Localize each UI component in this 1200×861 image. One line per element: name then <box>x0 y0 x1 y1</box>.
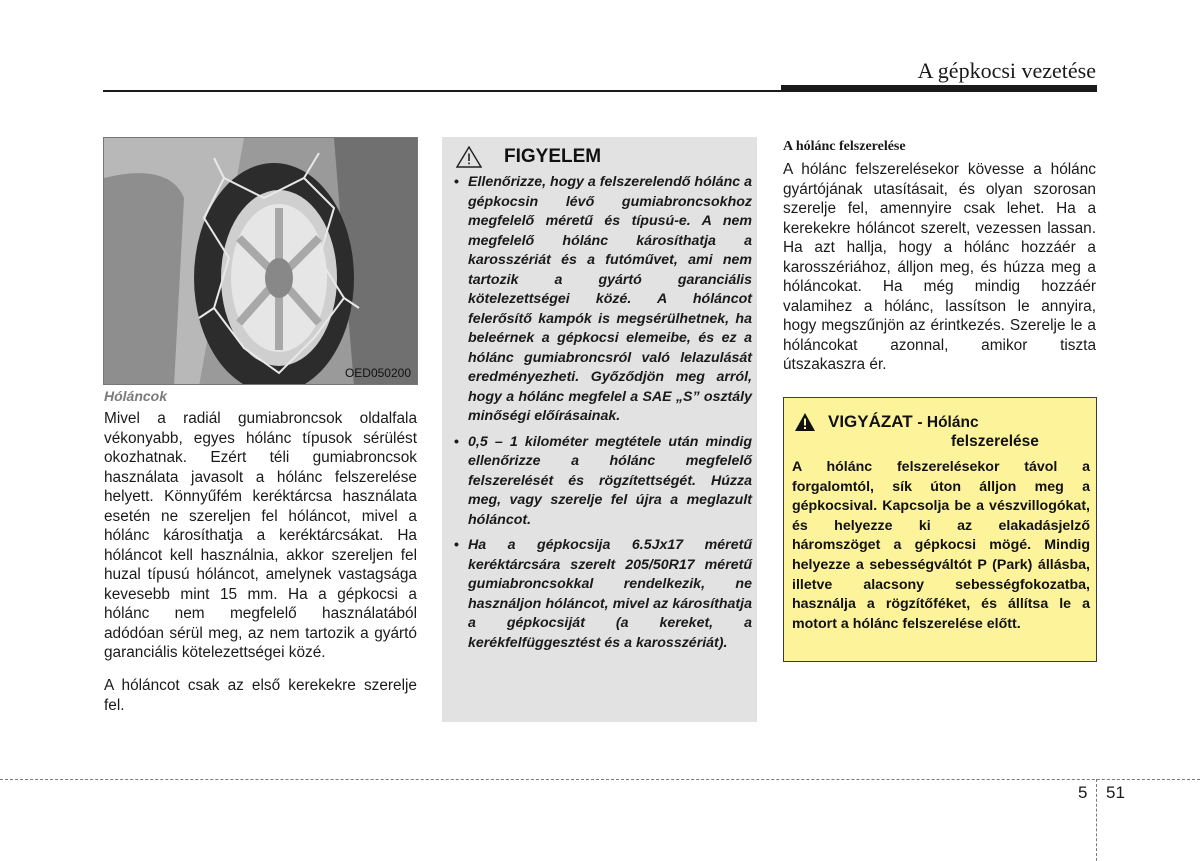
caution-title <box>828 411 979 434</box>
figure-caption: Hóláncok <box>104 388 168 404</box>
warning-list <box>452 173 752 659</box>
warning-item <box>452 536 752 653</box>
right-paragraph: A hólánc felszerelésekor kövesse a hólánc gyártójának utasításait, és olyan szorosan szerelje fel, amennyire csak lehet. Ha a kerekekre hóláncot szerelt, vezessen lassan. Ha azt hallja, hogy a hólánc hozzáér a karosszériához, álljon meg, és húzza meg a hóláncokat. Ha még mindig hozzáér valamihez a hólánc, lassítson le annyira, hogy megszűnjön az érintkezés. Szerelje le a hóláncokat azonnal, amikor tiszta útszakaszra ér. <box>783 161 1096 373</box>
warning-item-text: Ha a gépkocsija 6.5Jx17 méretű keréktárcsára szerelt 205/50R17 méretű gumiabroncsokkal rendelkezik, ne használjon hóláncot, mivel az károsíthatja a gépkocsiját (a kereket, a kerékfelfüggesztést és a karosszériát). <box>468 537 752 651</box>
page-number: 51 <box>1106 783 1125 802</box>
header-rule <box>103 90 783 92</box>
warning-triangle-icon <box>456 146 482 168</box>
warning-item <box>452 433 752 531</box>
wheel-illustration <box>104 138 418 385</box>
snow-chain-photo <box>103 137 418 385</box>
figure-code: OED050200 <box>344 366 411 380</box>
caution-text: A hólánc felszerelésekor távol a forgalomtól, sík úton álljon meg a gépkocsival. Kapcsolja be a vészvillogókat, és helyezze ki az elakadásjelző háromszöget a gépkocsi mögé. Mindig helyezze a sebességváltót P (Park) állásba, illetve alacsony sebességfokozatba, használja a rögzítőféket, és állítsa le a motort a hólánc felszerelése előtt. <box>792 459 1090 632</box>
left-paragraph-1: Mivel a radiál gumiabroncsok oldalfala vékonyabb, egyes hólánc típusok sérülést okozhatnak. Ezért téli gumiabroncsok használata javasolt a hólánc felszerelése helyett. Könnyűfém keréktárcsa használata esetén ne szereljen fel hóláncot, mivel a hólánc károsíthatja a keréktárcsákat. Ha hóláncot kell használnia, akkor szereljen fel huzal típusú hóláncot, amelynek vastagsága kevesebb mint 15 mm. Ha a gépkocsi a hólánc nem megfelelő használatából adódóan sérül meg, az nem tartozik a gyártó garanciális kötelezettségei közé. <box>104 410 417 661</box>
warning-item-text: 0,5 – 1 kilométer megtétele után mindig ellenőrizze a hólánc megfelelő felszerelését és rögzítettségét. Húzza meg, vagy szerelje fel újra a meglazult hóláncot. <box>468 433 752 528</box>
caution-box <box>783 397 1097 662</box>
footer-divider <box>0 779 1200 780</box>
header-rule-accent <box>781 85 1097 92</box>
warning-item <box>452 173 752 427</box>
caution-label: VIGYÁZAT <box>828 412 913 431</box>
header-title: A gépkocsi vezetése <box>917 58 1096 83</box>
warning-header <box>456 146 601 168</box>
warning-item-text: Ellenőrizze, hogy a felszerelendő hólánc a gépkocsin lévő gumiabroncsokhoz megfelelő méretű és típusú-e. A nem megfelelő hólánc károsíthatja a karosszériát és a futóművet, ami nem tartozik a gyártó garanciális kötelezettségei közé. A hóláncot felerősítő kampók is megsérülhetnek, ha beleérnek a gépkocsi elemeibe, és ez a hólánc gumiabroncsról való lelazulását eredményezheti. Győződjön meg arról, hogy a hólánc megfelel a SAE „S” osztály minőségi előírásainak. <box>468 174 752 424</box>
caution-subtitle: - Hólánc <box>917 414 979 431</box>
bullet: • <box>454 174 459 190</box>
section-heading: A hólánc felszerelése <box>783 139 906 154</box>
left-paragraph-2: A hóláncot csak az első kerekekre szerelje fel. <box>104 677 417 714</box>
caution-triangle-icon <box>794 412 816 432</box>
chapter-number: 5 <box>1078 783 1088 802</box>
bullet: • <box>454 537 459 553</box>
warning-box <box>442 137 757 722</box>
bullet: • <box>454 433 459 450</box>
caution-header <box>794 411 979 434</box>
caution-subtitle-2: felszerelése <box>951 433 1039 450</box>
warning-label: FIGYELEM <box>504 146 602 167</box>
footer-vertical-divider <box>1096 779 1097 861</box>
